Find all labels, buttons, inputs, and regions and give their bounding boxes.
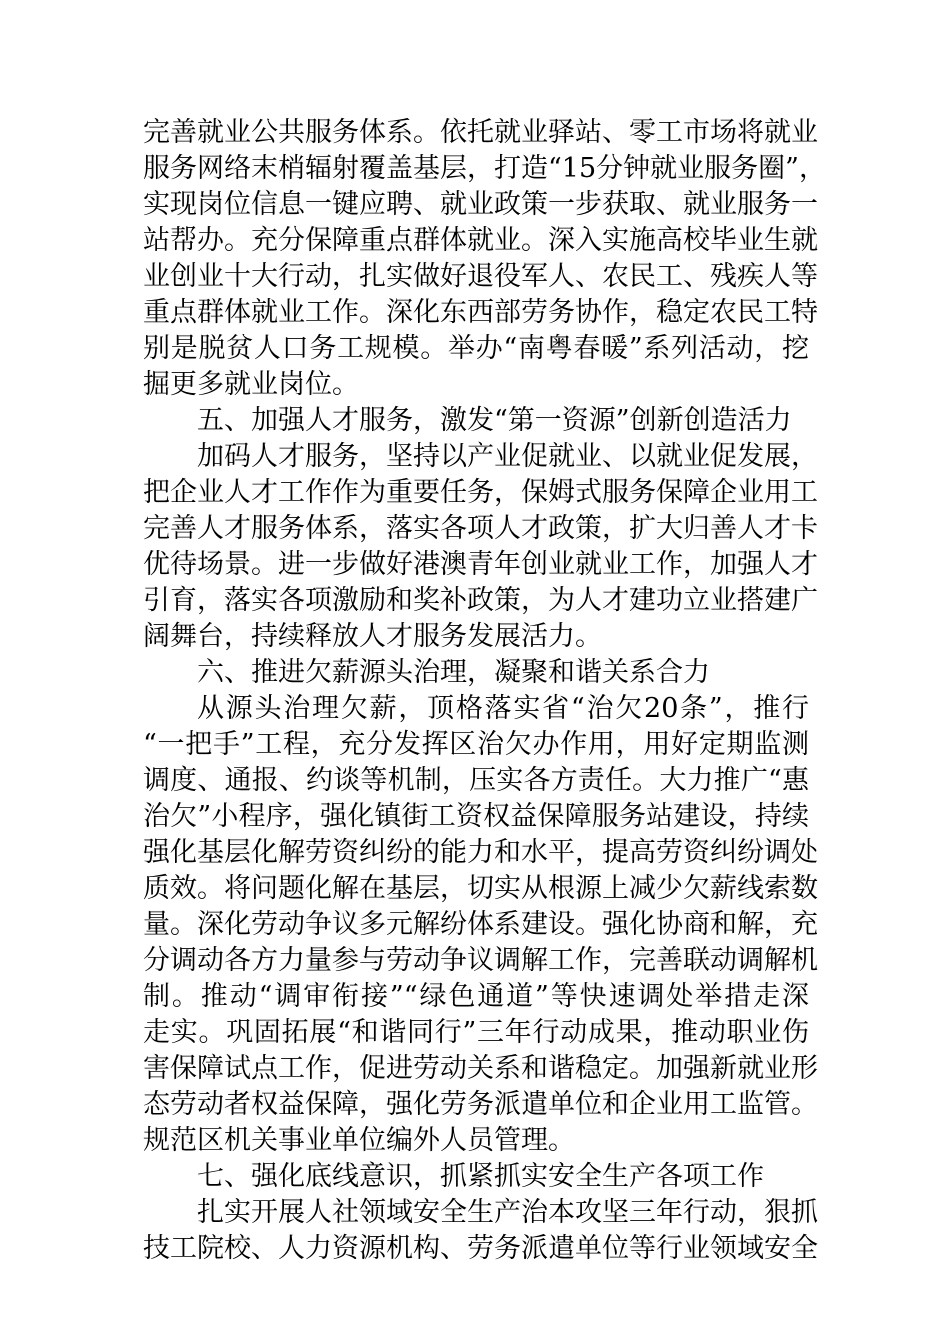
body-line: 业创业十大行动，扎实做好退役军人、农民工、残疾人等 (143, 261, 818, 292)
body-line: 调度、通报、约谈等机制，压实各方责任。大力推广“惠 (143, 765, 809, 796)
body-line: 分调动各方力量参与劳动争议调解工作，完善联动调解机 (143, 945, 818, 976)
section-heading: 七、强化底线意识，抓紧抓实安全生产各项工作 (197, 1161, 764, 1192)
body-line: 把企业人才工作作为重要任务，保姆式服务保障企业用工 (143, 477, 818, 508)
body-line: 害保障试点工作，促进劳动关系和谐稳定。加强新就业形 (143, 1053, 818, 1084)
body-line: 治欠”小程序，强化镇街工资权益保障服务站建设，持续 (143, 801, 809, 832)
body-line: 服务网络末梢辐射覆盖基层，打造“15分钟就业服务圈”， (143, 153, 826, 184)
body-line: 走实。巩固拓展“和谐同行”三年行动成果，推动职业伤 (143, 1017, 809, 1048)
body-line: 掘更多就业岗位。 (143, 369, 359, 400)
body-line: 实现岗位信息一键应聘、就业政策一步获取、就业服务一 (143, 189, 818, 220)
body-line: 制。推动“调审衔接”“绿色通道”等快速调处举措走深 (143, 981, 809, 1012)
document-body (143, 115, 826, 1267)
body-line: 质效。将问题化解在基层，切实从根源上减少欠薪线索数 (143, 873, 818, 904)
body-line: “一把手”工程，充分发挥区治欠办作用，用好定期监测 (143, 729, 809, 760)
body-line: 量。深化劳动争议多元解纷体系建设。强化协商和解，充 (143, 909, 818, 940)
section-heading: 五、加强人才服务，激发“第一资源”创新创造活力 (197, 405, 792, 436)
body-line: 重点群体就业工作。深化东西部劳务协作，稳定农民工特 (143, 297, 818, 328)
body-line: 规范区机关事业单位编外人员管理。 (143, 1125, 575, 1156)
body-line: 引育，落实各项激励和奖补政策，为人才建功立业搭建广 (143, 585, 818, 616)
body-line: 完善人才服务体系，落实各项人才政策，扩大归善人才卡 (143, 513, 818, 544)
body-line: 优待场景。进一步做好港澳青年创业就业工作，加强人才 (143, 549, 818, 580)
body-line: 扎实开展人社领域安全生产治本攻坚三年行动，狠抓 (197, 1197, 818, 1228)
body-line: 从源头治理欠薪，顶格落实省“治欠20条”，推行 (197, 693, 809, 724)
body-line: 加码人才服务，坚持以产业促就业、以就业促发展， (197, 441, 818, 472)
body-line: 技工院校、人力资源机构、劳务派遣单位等行业领域安全 (143, 1233, 818, 1264)
body-line: 别是脱贫人口务工规模。举办“南粤春暖”系列活动，挖 (143, 333, 809, 364)
body-line: 态劳动者权益保障，强化劳务派遣单位和企业用工监管。 (143, 1089, 818, 1120)
body-line: 阔舞台，持续释放人才服务发展活力。 (143, 621, 602, 652)
body-line: 强化基层化解劳资纠纷的能力和水平，提高劳资纠纷调处 (143, 837, 818, 868)
body-line: 完善就业公共服务体系。依托就业驿站、零工市场将就业 (143, 117, 818, 148)
section-heading: 六、推进欠薪源头治理，凝聚和谐关系合力 (197, 657, 710, 688)
body-line: 站帮办。充分保障重点群体就业。深入实施高校毕业生就 (143, 225, 818, 256)
